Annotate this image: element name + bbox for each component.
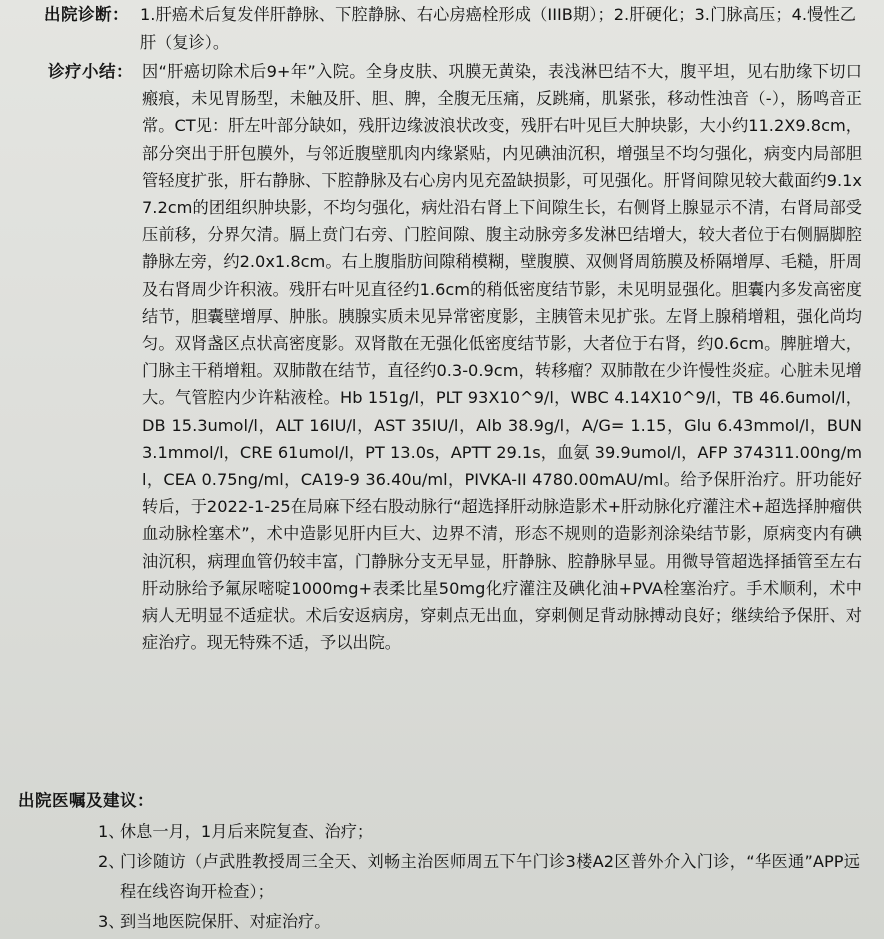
treatment-summary-label: 诊疗小结： <box>48 62 133 81</box>
advice-list <box>0 817 884 937</box>
advice-item-number: 2、 <box>98 852 125 871</box>
advice-item-number: 3、 <box>98 912 125 931</box>
advice-item-text: 休息一月，1月后来院复查、治疗； <box>120 822 374 841</box>
treatment-summary-text: 因“肝癌切除术后9+年”入院。全身皮肤、巩膜无黄染，表浅淋巴结不大，腹平坦，见右肋缘下切口瘢痕，未见胃肠型，未触及肝、胆、脾，全腹无压痛，反跳痛，肌紧张，移动性浊音（-），肠鸣音正常。CT见：肝左叶部分缺如，残肝边缘波浪状改变，残肝右叶见巨大肿块影，大小约11.2X9.8cm，部分突出于肝包膜外，与邻近腹壁肌肉内缘紧贴，内见碘油沉积，增强呈不均匀强化，病变内局部胆管轻度扩张，肝右静脉、下腔静脉及右心房内见充盈缺损影，可见强化。肝肾间隙见较大截面约9.1x7.2cm的团组织肿块影，不均匀强化，病灶沿右肾上下间隙生长，右侧肾上腺显示不清，右肾局部受压前移，分界欠清。膈上贲门右旁、门腔间隙、腹主动脉旁多发淋巴结增大，较大者位于右侧膈脚腔静脉左旁，约2.0x1.8cm。右上腹脂肪间隙稍模糊，壁腹膜、双侧肾周筋膜及桥隔增厚、毛糙，肝周及右肾周少许积液。残肝右叶见直径约1.6cm的稍低密度结节影，未见明显强化。胆囊内多发高密度结节，胆囊壁增厚、肿胀。胰腺实质未见异常密度影，主胰管未见扩张。左肾上腺稍增粗，强化尚均匀。双肾盏区点状高密度影。双肾散在无强化低密度结节影，大者位于右肾，约0.6cm。脾脏增大，门脉主干稍增粗。双肺散在结节，直径约0.3-0.9cm，转移瘤？双肺散在少许慢性炎症。心脏未见增大。气管腔内少许粘液栓。Hb 151g/l，PLT 93X10^9/l，WBC 4.14X10^9/l，TB 46.6umol/l，DB 15.3umol/l，ALT 16IU/l，AST 35IU/l，Alb 38.9g/l，A/G= 1.15，Glu 6.43mmol/l，BUN 3.1mmol/l，CRE 61umol/l，PT 13.0s，APTT 29.1s，血氨 39.9umol/l，AFP 374311.00ng/ml，CEA 0.75ng/ml，CA19-9 36.40u/ml，PIVKA-II 4780.00mAU/ml。给予保肝治疗。肝功能好转后，于2022-1-25在局麻下经右股动脉行“超选择肝动脉造影术+肝动脉化疗灌注术+超选择肿瘤供血动脉栓塞术”，术中造影见肝内巨大、边界不清，形态不规则的造影剂涂染结节影，原病变内有碘油沉积，病理血管仍较丰富，门静脉分支无早显，肝静脉、腔静脉早显。用微导管超选择插管至左右肝动脉给予氟尿嘧啶1000mg+表柔比星50mg化疗灌注及碘化油+PVA栓塞治疗。手术顺利，术中病人无明显不适症状。术后安返病房，穿刺点无出血，穿刺侧足背动脉搏动良好；继续给予保肝、对症治疗。现无特殊不适，予以出院。 <box>142 62 862 653</box>
advice-item-1 <box>98 817 860 847</box>
discharge-diagnosis-text: 1.肝癌术后复发伴肝静脉、下腔静脉、右心房癌栓形成（IIIB期）；2.肝硬化；3.门脉高压；4.慢性乙肝（复诊）。 <box>140 5 856 52</box>
discharge-diagnosis-section <box>0 1 884 61</box>
advice-item-number: 1、 <box>98 822 125 841</box>
advice-item-3 <box>98 907 860 937</box>
discharge-advice-section <box>0 785 884 939</box>
advice-item-text: 到当地医院保肝、对症治疗。 <box>120 912 331 931</box>
treatment-summary-section <box>0 58 884 788</box>
advice-item-text: 门诊随访（卢武胜教授周三全天、刘畅主治医师周五下午门诊3楼A2区普外介入门诊，“华医通”APP远程在线咨询开检查）； <box>120 852 860 901</box>
discharge-diagnosis-label: 出院诊断： <box>44 5 129 24</box>
advice-item-2 <box>98 847 860 907</box>
discharge-advice-label: 出院医嘱及建议： <box>18 791 154 810</box>
